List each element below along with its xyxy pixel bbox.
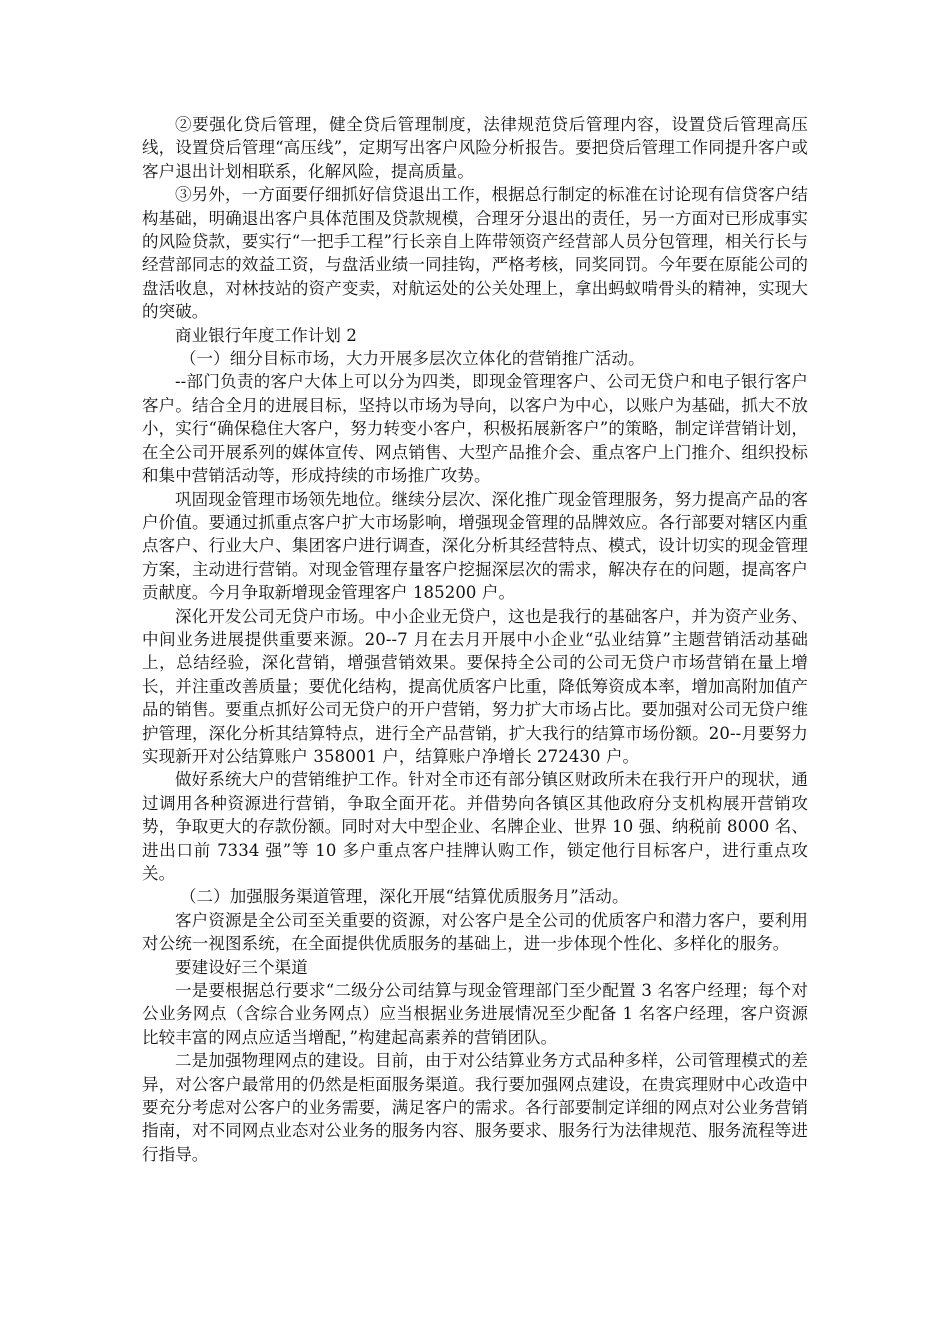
paragraph-system-accounts: 做好系统大户的营销维护工作。针对全市还有部分镇区财政所未在我行开户的现状，通过调用各种资源进行营销，争取全面开花。并借势向各镇区其他政府分支机构展开营销攻势，争取更大的存款份额。同时对大中型企业、名牌企业、世界 10 强、纳税前 8000 名、进出口前 7334 强”等 10 多户重点客户挂牌认购工作，锁定他行目标客户，进行重点攻关。 — [142, 770, 808, 883]
section-heading-2: （二）加强服务渠道管理，深化开展“结算优质服务月”活动。 — [179, 887, 629, 907]
paragraph-channel-two: 二是加强物理网点的建设。目前，由于对公结算业务方式品种多样，公司管理模式的差异，对公客户最常用的仍然是柜面服务渠道。我行要加强网点建设，在贵宾理财中心改造中要充分考虑对公客户的业务需要，满足客户的需求。各行部要制定详细的网点对公业务营销指南，对不同网点业态对公业务的服务内容、服务要求、服务行为法律规范、服务流程等进行指导。 — [142, 1051, 808, 1164]
paragraph-post-loan-management: ②要强化贷后管理，健全贷后管理制度，法律规范贷后管理内容，设置贷后管理高压线，设置贷后管理“高压线”，定期写出客户风险分析报告。要把贷后管理工作同提升客户或客户退出计划相联系，化解风险，提高质量。 — [142, 115, 808, 181]
section-heading-1: （一）细分目标市场，大力开展多层次立体化的营销推广活动。 — [179, 349, 645, 369]
document-heading: 商业银行年度工作计划 2 — [175, 325, 357, 345]
paragraph-credit-exit: ③另外，一方面要仔细抓好信贷退出工作，根据总行制定的标准在讨论现有信贷客户结构基础，明确退出客户具体范围及贷款规模，合理牙分退出的责任，另一方面对已形成事实的风险贷款，要实行“一把手工程”行长亲自上阵带领资产经营部人员分包管理，相关行长与经营部同志的效益工资，与盘活业绩一同挂钩，严格考核，同奖同罚。今年要在原能公司的盘活收息，对林技站的资产变卖，对航运处的公关处理上，拿出蚂蚁啃骨头的精神，实现大的突破。 — [142, 185, 808, 322]
paragraph-customer-types: --部门负责的客户大体上可以分为四类，即现金管理客户、公司无贷户和电子银行客户客户。结合全月的进展目标，坚持以市场为导向，以客户为中心，以账户为基础，抓大不放小，实行“确保稳住大客户，努力转变小客户，积极拓展新客户”的策略，制定详营销计划，在全公司开展系列的媒体宣传、网点销售、大型产品推介会、重点客户上门推介、组织投标和集中营销活动等，形成持续的市场推广攻势。 — [142, 372, 808, 486]
paragraph-cash-management: 巩固现金管理市场领先地位。继续分层次、深化推广现金管理服务，努力提高产品的客户价值。要通过抓重点客户扩大市场影响，增强现金管理的品牌效应。各行部要对辖区内重点客户、行业大户、集团客户进行调查，深化分析其经营特点、模式，设计切实的现金管理方案，主动进行营销。对现金管理存量客户挖掘深层次的需求，解决存在的问题，提高客户贡献度。今月争取新增现金管理客户 185200 户。 — [142, 489, 808, 603]
paragraph-customer-resources: 客户资源是全公司至关重要的资源，对公客户是全公司的优质客户和潜力客户，要利用对公统一视图系统，在全面提供优质服务的基础上，进一步体现个性化、多样化的服务。 — [142, 910, 808, 954]
document-body — [142, 113, 808, 1166]
paragraph-three-channels: 要建设好三个渠道 — [175, 957, 308, 977]
paragraph-no-loan-customers: 深化开发公司无贷户市场。中小企业无贷户，这也是我行的基础客户，并为资产业务、中间业务进展提供重要来源。20--7 月在去月开展中小企业“弘业结算”主题营销活动基础上，总结经验，深化营销，增强营销效果。要保持全公司的公司无贷户市场营销在量上增长，并注重改善质量；要优化结构，提高优质客户比重，降低筹资成本率，增加高附加值产品的销售。要重点抓好公司无贷户的开户营销，努力扩大市场占比。要加强对公司无贷户维护管理，深化分析其结算特点，进行全产品营销，扩大我行的结算市场份额。20--月要努力实现新开对公结算账户 358001 户，结算账户净增长 272430 户。 — [142, 606, 808, 766]
paragraph-channel-one: 一是要根据总行要求“二级分公司结算与现金管理部门至少配置 3 名客户经理；每个对公业务网点（含综合业务网点）应当根据业务进展情况至少配备 1 名客户经理，客户资源比较丰富的网点应适当增配，”构建起高素养的营销团队。 — [142, 981, 808, 1047]
